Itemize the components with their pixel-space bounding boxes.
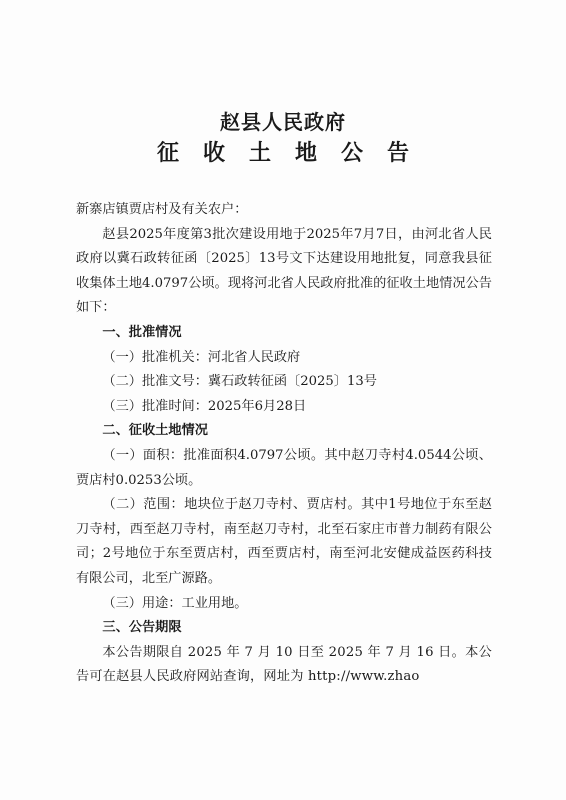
approval-authority: （一）批准机关：河北省人民政府	[102, 349, 301, 365]
notice-title: 征收土地公告	[156, 141, 433, 166]
section3-heading: 三、公告期限	[102, 620, 182, 636]
salutation: 新寨店镇贾店村及有关农户：	[76, 202, 248, 217]
intro-paragraph: 赵县2025年度第3批次建设用地于2025年7月7日，由河北省人民政府以冀石政转征函〔2025〕13号文下达建设用地批复，同意我县征收集体土地4.0797公顷。现将河北省人民政府批准的征收土地情况公告如下：	[76, 226, 492, 316]
approval-document-number: （二）批准文号：冀石政转征函〔2025〕13号	[102, 374, 377, 390]
issuer-title: 赵县人民政府	[220, 110, 346, 134]
section1-heading: 一、批准情况	[102, 324, 182, 340]
land-use: （三）用途：工业用地。	[102, 595, 248, 611]
approval-date: （三）批准时间：2025年6月28日	[102, 398, 307, 414]
notice-body	[76, 198, 492, 690]
land-scope: （二）范围：地块位于赵刀寺村、贾店村。其中1号地位于东至赵刀寺村，西至赵刀寺村，南至赵刀寺村，北至石家庄市普力制药有限公司；2号地位于东至贾店村，西至贾店村，南至河北安健成益医药科技有限公司，北至广源路。	[76, 497, 492, 586]
section2-heading: 二、征收土地情况	[102, 423, 208, 439]
notice-period: 本公告期限自 2025 年 7 月 10 日至 2025 年 7 月 16 日。本公告可在赵县人民政府网站查询，网址为 http://www.zhao	[76, 644, 492, 685]
land-area: （一）面积：批准面积4.0797公顷。其中赵刀寺村4.0544公顷、贾店村0.0253公顷。	[76, 447, 492, 488]
